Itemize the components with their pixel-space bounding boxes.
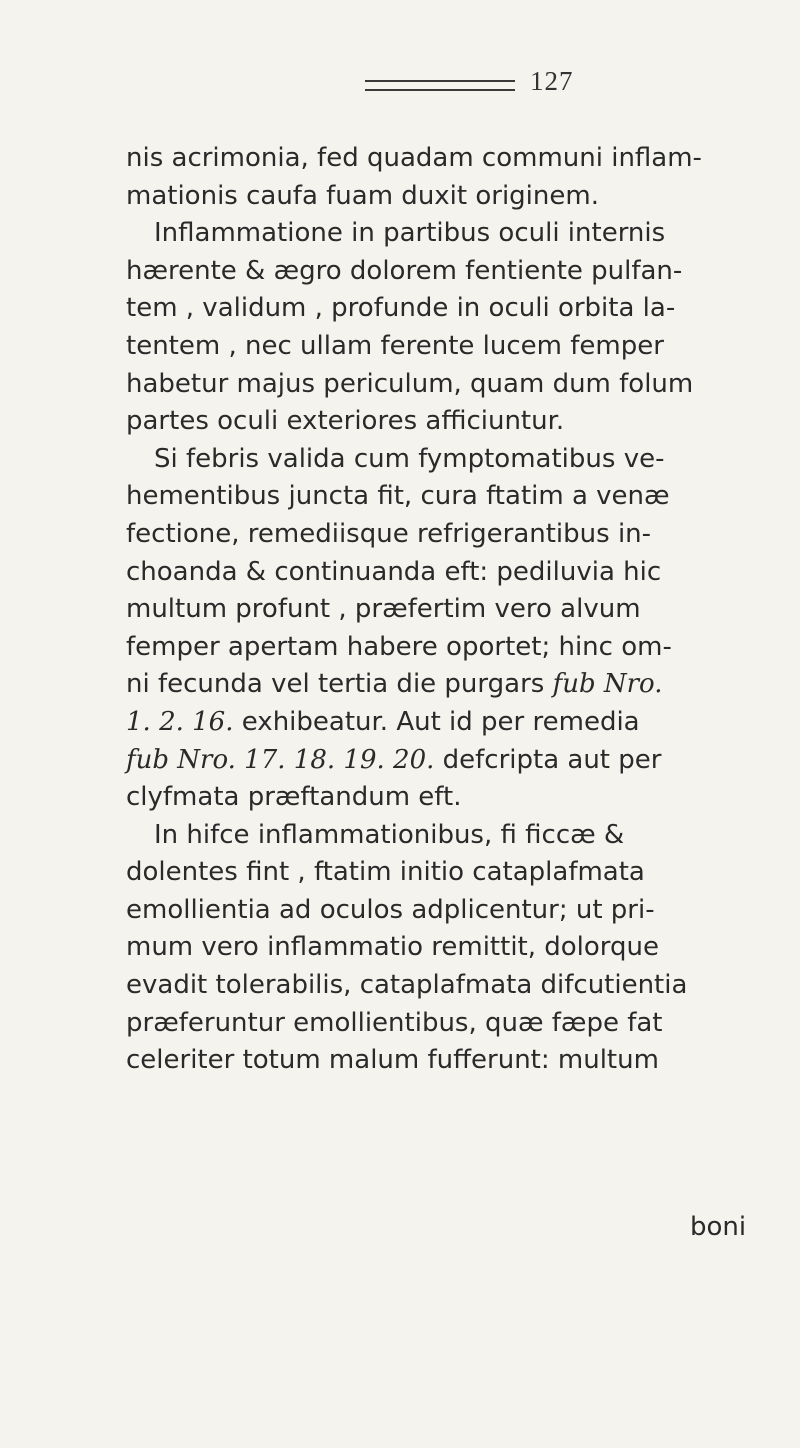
text-line: clyfmata præftandum eft.	[126, 782, 462, 813]
text-line: habetur majus periculum, quam dum folum	[126, 368, 694, 399]
text-line: Inflammatione in partibus oculi internis	[154, 218, 666, 249]
text-line: evadit tolerabilis, cataplafmata difcutientia	[126, 970, 688, 1001]
header-rule	[365, 80, 515, 91]
text-line	[126, 666, 800, 704]
text-line: hærente & ægro dolorem fentiente pulfan-	[126, 255, 683, 286]
text-line: nis acrimonia, fed quadam communi inflam-	[126, 143, 702, 173]
text-line: In hifce inflammationibus, fi ficcæ &	[154, 819, 625, 850]
text-run: defcripta aut per	[442, 744, 662, 775]
italic-reference: fub Nro. 17. 18. 19. 20.	[126, 744, 435, 775]
text-line: choanda & continuanda eft: pediluvia hic	[126, 556, 662, 587]
text-line: celeriter totum malum fufferunt: multum	[126, 1045, 659, 1076]
text-line: tem , validum , profunde in oculi orbita la-	[126, 293, 676, 324]
catchword: boni	[690, 1212, 747, 1242]
body-text	[126, 140, 800, 1080]
text-line: multum profunt , præfertim vero alvum	[126, 594, 641, 625]
text-line: mum vero inflammatio remittit, dolorque	[126, 932, 660, 963]
text-line: tentem , nec ullam ferente lucem femper	[126, 330, 664, 361]
text-run: ni fecunda vel tertia die purgars	[126, 669, 545, 700]
text-line: mationis caufa fuam duxit originem.	[126, 180, 599, 211]
text-line	[126, 704, 800, 742]
italic-reference: 1. 2. 16.	[126, 706, 234, 737]
text-run: exhibeatur. Aut id per remedia	[241, 706, 640, 737]
text-line: præferuntur emollientibus, quæ fæpe fat	[126, 1007, 663, 1038]
text-line: Si febris valida cum fymptomatibus ve-	[154, 443, 665, 474]
text-line: fectione, remediisque refrigerantibus in-	[126, 518, 652, 549]
text-line: femper apertam habere oportet; hinc om-	[126, 631, 672, 662]
text-line: emollientia ad oculos adplicentur; ut pri-	[126, 894, 655, 925]
text-line	[126, 742, 800, 780]
italic-reference: fub Nro.	[552, 669, 663, 700]
text-line: hementibus juncta fit, cura ftatim a venæ	[126, 481, 670, 512]
page-number: 127	[530, 66, 574, 96]
text-line: dolentes fint , ftatim initio cataplafmata	[126, 857, 645, 888]
text-line: partes oculi exteriores afficiuntur.	[126, 406, 565, 437]
